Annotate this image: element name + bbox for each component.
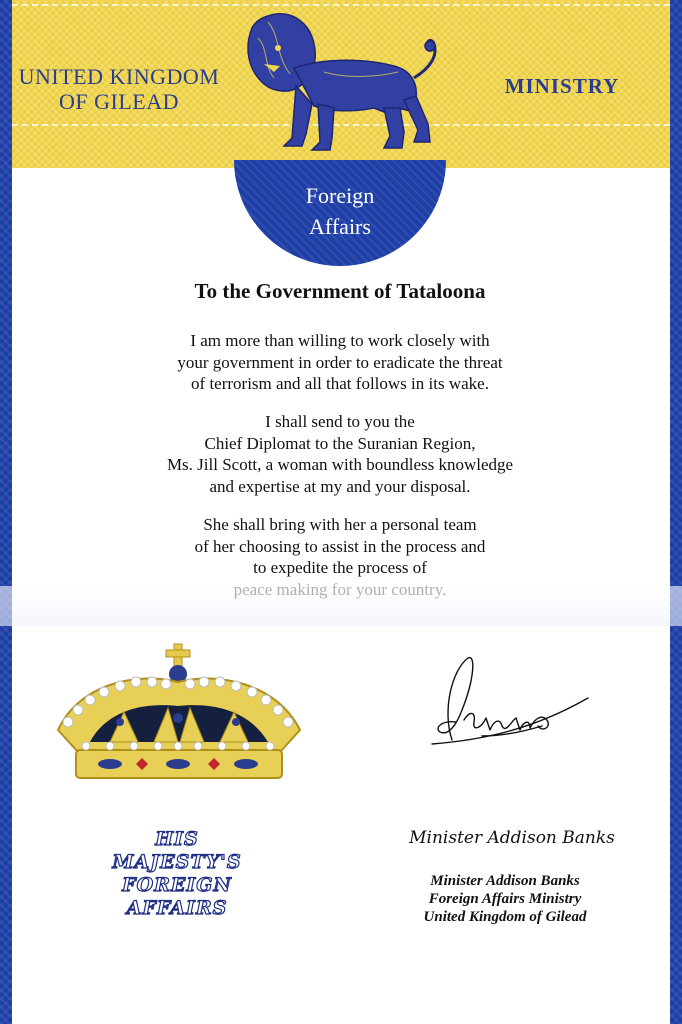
crown-caption-line: HIS (155, 828, 199, 850)
banner-dash-top (12, 4, 670, 6)
country-name-line1: UNITED KINGDOM (18, 64, 220, 89)
seal-line1: Foreign (305, 183, 375, 208)
paragraph-1 (60, 330, 620, 395)
crown-caption-line: FOREIGN (122, 874, 232, 896)
crown-caption-line: MAJESTY'S (112, 851, 242, 873)
seal-text (234, 180, 446, 242)
signer-script-name: Minister Addison Banks (409, 828, 615, 848)
paragraph-line: She shall bring with her a personal team (203, 515, 477, 534)
crown-caption-line: AFFAIRS (126, 897, 228, 919)
signer-block (380, 872, 630, 926)
crown-icon (50, 642, 308, 792)
signer-block-line: United Kingdom of Gilead (423, 909, 587, 925)
paragraph-line: I shall send to you the (265, 412, 415, 431)
paragraph-line: Ms. Jill Scott, a woman with boundless knowledge (166, 455, 514, 474)
foreign-affairs-seal (234, 160, 446, 266)
signer-block-line: Foreign Affairs Ministry (428, 891, 582, 907)
paragraph-3 (60, 514, 620, 600)
paragraph-line: and expertise at my and your disposal. (209, 476, 471, 496)
paragraph-line: to expedite the process of (253, 558, 427, 577)
crown-caption (92, 828, 262, 920)
signature-icon (412, 640, 602, 760)
seal-line2: Affairs (309, 214, 371, 239)
signer-block-line: Minister Addison Banks (430, 873, 580, 889)
paragraph-line: of her choosing to assist in the process and (194, 536, 486, 556)
country-name-line2: OF GILEAD (59, 89, 179, 114)
paragraph-line: your government in order to eradicate the threat (177, 352, 503, 372)
country-name (14, 64, 224, 114)
ministry-label: MINISTRY (504, 74, 620, 98)
lion-icon (234, 8, 448, 166)
paragraph-line: I am more than willing to work closely with (190, 331, 490, 350)
paragraph-line: Chief Diplomat to the Suranian Region, (204, 433, 476, 453)
paragraph-2 (60, 411, 620, 497)
paragraph-line: peace making for your country. (233, 579, 447, 599)
paragraph-line: of terrorism and all that follows in its wake. (191, 374, 489, 393)
letter-title: To the Government of Tataloona (194, 279, 486, 303)
